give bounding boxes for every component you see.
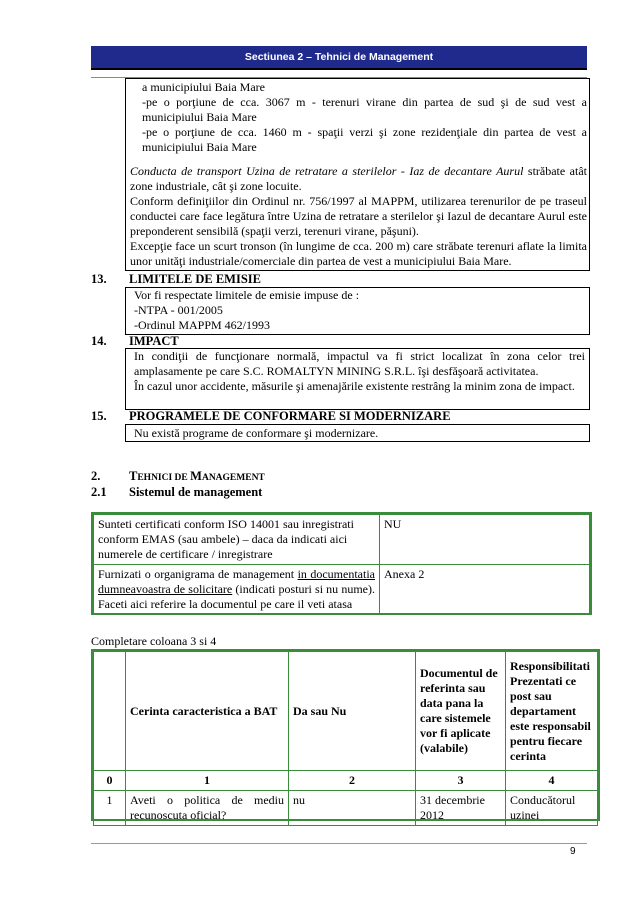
table-cell: nu (289, 791, 416, 826)
conformance-box (125, 424, 590, 442)
index-cell: 2 (289, 771, 416, 791)
subsection-number: 2.1 (91, 485, 107, 499)
certification-table (91, 512, 592, 615)
box-line: -pe o porţiune de cca. 3067 m - terenuri virane din partea de sud şi de sud vest a municipiului Baia Mare (142, 95, 587, 124)
index-cell: 1 (126, 771, 289, 791)
box-paragraph: Conform definiţiilor din Ordinul nr. 756/1997 al MAPPM, utilizarea terenurilor de pe traseul conductei care face legătura între Uzina de retratare a sterilelor şi Iazul de decantare Aurul este preponderent sensibilă (spaţii verzi, terenuri virane, păşuni). (130, 194, 587, 238)
box-italic-text: Conducta de transport Uzina de retratare a sterilelor - Iaz de decantare Aurul (130, 164, 524, 178)
bat-table (91, 649, 600, 821)
table-row (94, 791, 598, 826)
chapter-title (129, 469, 265, 484)
section-number: 14. (91, 334, 107, 348)
cert-question (94, 565, 380, 615)
cert-text: Furnizati o organigrama de management (98, 567, 298, 581)
box-line: Nu există programe de conformare şi modernizare. (134, 426, 379, 440)
cert-answer: Anexa 2 (380, 565, 590, 615)
box-line: a municipiului Baia Mare (142, 80, 265, 94)
box-text: străbate atât zone industriale, cât şi zone locuite. (130, 164, 587, 193)
cert-underlined-text: in documentatia dumneavoastra de solicitare (98, 567, 375, 596)
cert-answer: NU (380, 515, 590, 565)
index-cell: 4 (506, 771, 598, 791)
footer-rule (91, 843, 587, 844)
table-cell: Aveti o politica de mediu recunoscuta oficial? (126, 791, 289, 826)
index-cell: 0 (94, 771, 126, 791)
box-line: -pe o porţiune de cca. 1460 m - spaţii verzi şi zone rezidenţiale din partea de vest a municipiului Baia Mare (142, 125, 587, 154)
section-title: IMPACT (129, 334, 179, 348)
table-cell: 31 decembrie 2012 (416, 791, 506, 826)
index-cell: 3 (416, 771, 506, 791)
box-line: Vor fi respectate limitele de emisie impuse de : (134, 288, 360, 302)
cert-text: (indicati posturi si nu nume). Faceti aici referire la documentul pe care il veti atasa (98, 582, 375, 611)
section-title: LIMITELE DE EMISIE (129, 272, 261, 286)
title-smallcaps: ANAGEMENT (201, 473, 265, 483)
box-paragraph (130, 164, 587, 194)
emission-limits-box (125, 287, 590, 335)
box-paragraph: Excepţie face un scurt tronson (în lungime de cca. 200 m) care străbate terenuri aflate la limita unor unităţi industriale/comerciale din partea de vest a municipiului Baia Mare. (130, 239, 587, 268)
subsection-title: Sistemul de management (129, 485, 263, 499)
table-cell: 1 (94, 791, 126, 826)
header-cell (94, 652, 126, 771)
instruction-text: Completare coloana 3 si 4 (91, 634, 217, 648)
chapter-number: 2. (91, 469, 101, 483)
section-number: 15. (91, 409, 107, 423)
box-line: -NTPA - 001/2005 (134, 303, 223, 317)
impact-box (125, 348, 590, 410)
section-title: PROGRAMELE DE CONFORMARE SI MODERNIZARE (129, 409, 451, 423)
title-cap: T (129, 469, 138, 483)
title-smallcaps: EHNICI DE (137, 473, 191, 483)
box-paragraph: În cazul unor accidente, măsurile şi amenajările existente restrâng la minim zona de impact. (134, 379, 575, 393)
header-cell: Documentul de referinta sau data pana la care sistemele vor fi aplicate (valabile) (416, 652, 506, 771)
continuation-box (125, 78, 590, 271)
header-cell: Da sau Nu (289, 652, 416, 771)
section-number: 13. (91, 272, 107, 286)
section-header-title: Sectiunea 2 – Tehnici de Management (244, 51, 434, 63)
box-paragraph: In condiţii de funcţionare normală, impactul va fi strict localizat în zona celor trei amplasamente pe care S.C. ROMALTYN MINING S.R.L. îşi desfăşoară activitatea. (134, 349, 585, 378)
table-cell: Conducătorul uzinei (506, 791, 598, 826)
header-cell: Cerinta caracteristica a BAT (126, 652, 289, 771)
section-header-bar (91, 46, 587, 70)
box-line: -Ordinul MAPPM 462/1993 (134, 318, 271, 332)
cert-question: Sunteti certificati conform ISO 14001 sau inregistrati conform EMAS (sau ambele) – daca da indicati aici numerele de certificare / inregistrare (94, 515, 380, 565)
header-cell: Responsibilitati Prezentati ce post sau departament este responsabil pentru fiecare cerinta (506, 652, 598, 771)
page-number: 9 (570, 846, 576, 857)
title-cap: M (190, 469, 202, 483)
